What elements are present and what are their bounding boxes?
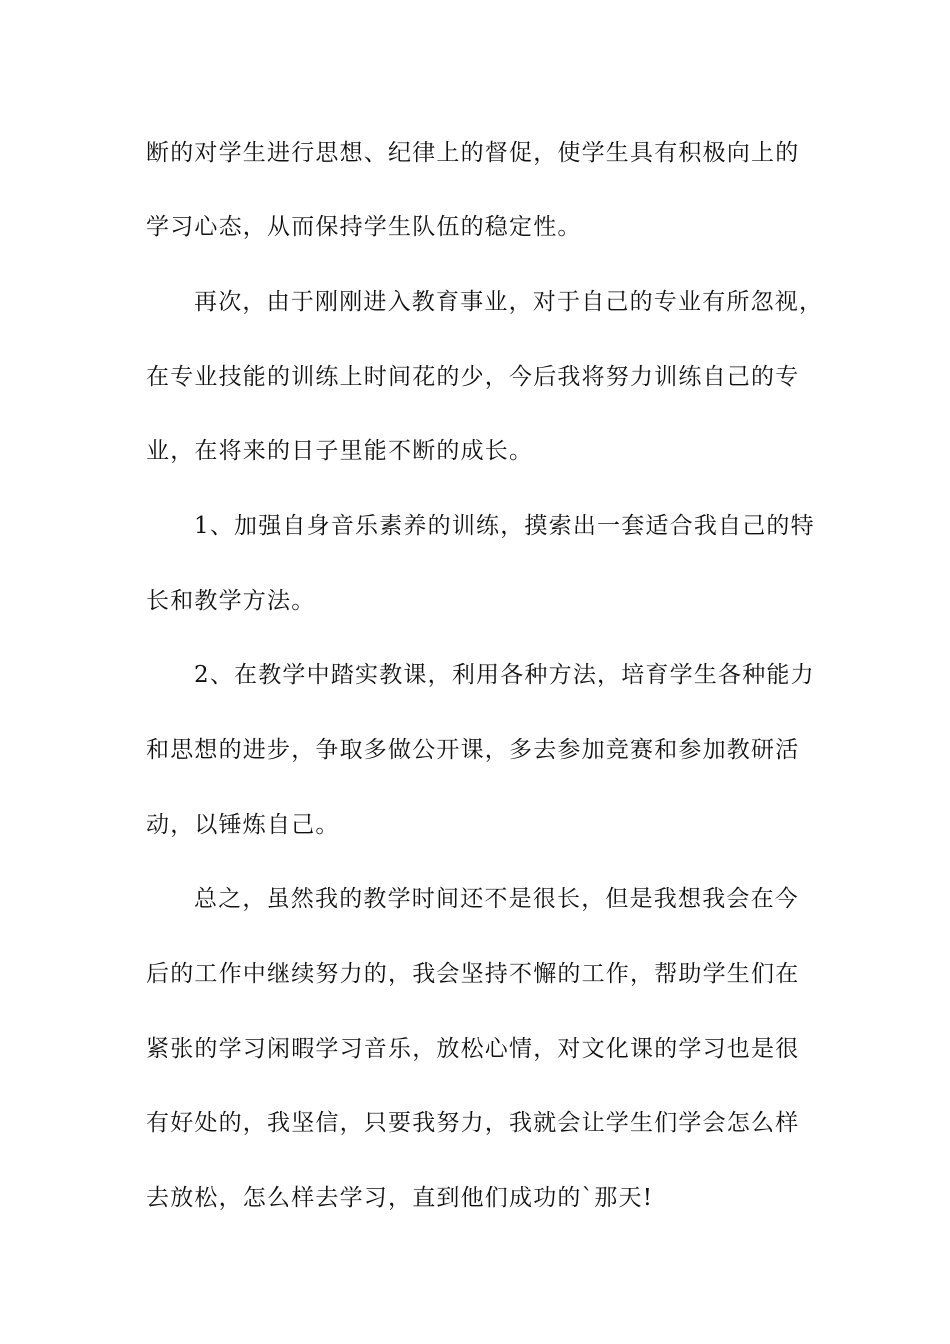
list-item-2-line: 2、在教学中踏实教课，利用各种方法，培育学生各种能力 [194, 662, 815, 688]
text-line: 断的对学生进行思想、纪律上的督促，使学生具有积极向上的 [146, 140, 800, 166]
text-line: 动，以锤炼自己。 [146, 812, 340, 838]
text-line: 紧张的学习闲暇学习音乐，放松心情，对文化课的学习也是很 [146, 1036, 800, 1062]
text-line: 在专业技能的训练上时间花的少，今后我将努力训练自己的专 [146, 364, 800, 390]
paragraph-start-line: 再次，由于刚刚进入教育事业，对于自己的专业有所忽视， [194, 289, 824, 315]
text-line: 去放松，怎么样去学习，直到他们成功的`那天! [146, 1185, 654, 1211]
text-line: 长和教学方法。 [146, 588, 316, 614]
text-line: 后的工作中继续努力的，我会坚持不懈的工作，帮助学生们在 [146, 961, 800, 987]
text-line: 有好处的，我坚信，只要我努力，我就会让学生们学会怎么样 [146, 1110, 800, 1136]
list-item-1-line: 1、加强自身音乐素养的训练，摸索出一套适合我自己的特 [194, 513, 815, 539]
text-line: 业，在将来的日子里能不断的成长。 [146, 438, 534, 464]
paragraph-start-line: 总之，虽然我的教学时间还不是很长，但是我想我会在今 [194, 886, 799, 912]
text-line: 学习心态，从而保持学生队伍的稳定性。 [146, 214, 582, 240]
text-line: 和思想的进步，争取多做公开课，多去参加竞赛和参加教研活 [146, 737, 800, 763]
